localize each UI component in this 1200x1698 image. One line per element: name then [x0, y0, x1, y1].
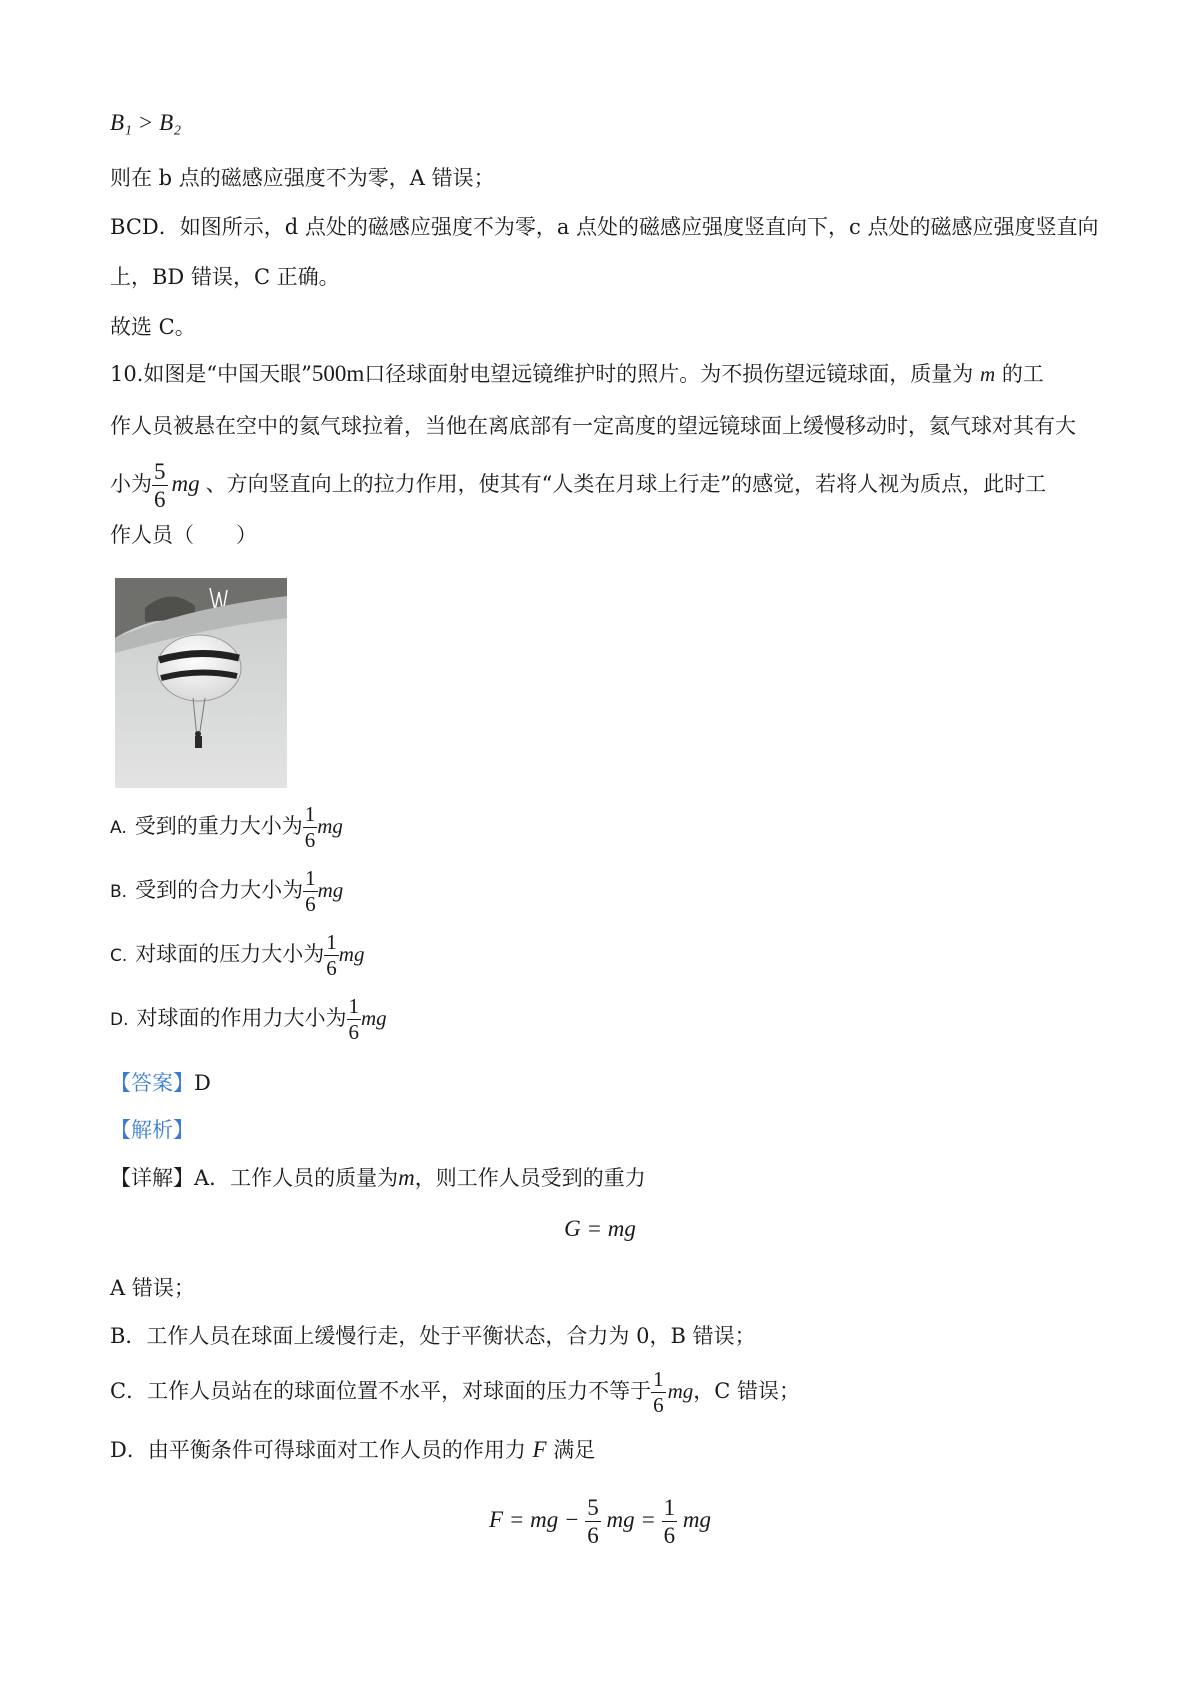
option-c-text: 对球面的压力大小为	[135, 942, 325, 966]
detail-a-wrong: A 错误；	[110, 1276, 195, 1300]
option-c-mg: mg	[338, 942, 365, 966]
option-a-letter: A.	[110, 818, 127, 838]
detail-c-text1: C．工作人员站在的球面位置不水平，对球面的压力不等于	[110, 1379, 652, 1403]
detail-a-text1: A．工作人员的质量为	[194, 1166, 399, 1190]
option-a-text: 受到的重力大小为	[134, 814, 303, 838]
answer-label: 【答案】	[110, 1071, 194, 1095]
q10-line1-a: 10.如图是“中国天眼”	[110, 362, 312, 386]
q10-line3-b: 、方向竖直向上的拉力作用，使其有“人类在月球上行走”的感觉，若将人视为质点，此时工	[205, 472, 1047, 496]
equation-f-mid: mg =	[606, 1507, 656, 1532]
option-d-fraction: $\frac{1}{6}$	[348, 994, 359, 1044]
equation-f	[0, 1490, 1200, 1550]
equation-g: G = mg	[564, 1216, 636, 1241]
option-b-fraction: $\frac{1}{6}$	[305, 866, 316, 916]
option-b-mg: mg	[317, 878, 344, 902]
detail-a-line	[110, 1163, 646, 1193]
equation-f-lhs: F = mg −	[489, 1507, 580, 1532]
q10-line3	[110, 458, 1046, 511]
q10-line1-b: 口径球面射电望远镜维护时的照片。为不损伤望远镜球面，质量为	[364, 362, 974, 386]
balloon-photo	[115, 578, 287, 788]
option-d[interactable]	[110, 994, 387, 1044]
q10-line3-a: 小为	[110, 472, 152, 496]
formula-b1-b2: B₁ > B₂	[110, 110, 182, 135]
detail-a-m: m	[398, 1165, 415, 1190]
detail-a-text2: ，则工作人员受到的重力	[414, 1166, 646, 1190]
option-d-text: 对球面的作用力大小为	[136, 1006, 347, 1030]
q10-line3-mg: mg	[171, 471, 200, 496]
option-b[interactable]	[110, 866, 343, 916]
analysis-label: 【解析】	[110, 1118, 194, 1142]
q10-line1-c: 的工	[1001, 362, 1044, 386]
option-a-mg: mg	[317, 814, 343, 838]
equation-f-frac1: $\frac{5}{6}$	[587, 1495, 599, 1549]
detail-d-text2: 满足	[553, 1438, 596, 1462]
detail-d-line	[110, 1435, 595, 1465]
q10-line2: 作人员被悬在空中的氦气球拉着，当他在离底部有一定高度的望远镜球面上缓慢移动时，氦气球对其有大	[110, 414, 1076, 438]
fraction-5-6: $\frac{5}{6}$	[154, 459, 166, 512]
line-bcd-1: BCD．如图所示，d 点处的磁感应强度不为零，a 点处的磁感应强度竖直向下，c 点处的磁感应强度竖直向	[110, 215, 1099, 239]
answer-line	[110, 1068, 211, 1098]
detail-c-line	[110, 1365, 800, 1417]
line-b-point: 则在 b 点的磁感应强度不为零，A 错误；	[110, 166, 495, 190]
option-a-fraction: $\frac{1}{6}$	[304, 802, 316, 852]
line-bcd-2: 上，BD 错误，C 正确。	[110, 265, 340, 289]
option-b-text: 受到的合力大小为	[135, 878, 304, 902]
detail-c-text2: ，C 错误；	[693, 1379, 800, 1403]
detail-d-f: F	[532, 1437, 547, 1462]
equation-f-rhs: mg	[682, 1507, 711, 1532]
q10-line1-m: m	[979, 362, 996, 386]
q10-line1	[110, 359, 1044, 389]
detail-label: 【详解】	[110, 1166, 194, 1190]
option-a[interactable]	[110, 802, 343, 852]
option-c-letter: C.	[110, 946, 128, 966]
option-d-mg: mg	[361, 1006, 387, 1030]
answer-value: D	[194, 1071, 211, 1095]
option-d-letter: D.	[110, 1010, 129, 1030]
detail-c-fraction: $\frac{1}{6}$	[653, 1367, 664, 1417]
detail-d-text1: D．由平衡条件可得球面对工作人员的作用力	[110, 1438, 526, 1462]
line-choose-c: 故选 C。	[110, 315, 196, 339]
equation-f-frac2: $\frac{1}{6}$	[663, 1495, 676, 1549]
q10-line1-500m: 500m	[311, 361, 365, 386]
detail-b-line: B．工作人员在球面上缓慢行走，处于平衡状态，合力为 0，B 错误；	[110, 1324, 756, 1348]
q10-line4: 作人员（ ）	[110, 523, 257, 547]
detail-c-mg: mg	[667, 1379, 694, 1403]
option-c-fraction: $\frac{1}{6}$	[326, 930, 337, 980]
option-c[interactable]	[110, 930, 364, 980]
option-b-letter: B.	[110, 882, 128, 902]
